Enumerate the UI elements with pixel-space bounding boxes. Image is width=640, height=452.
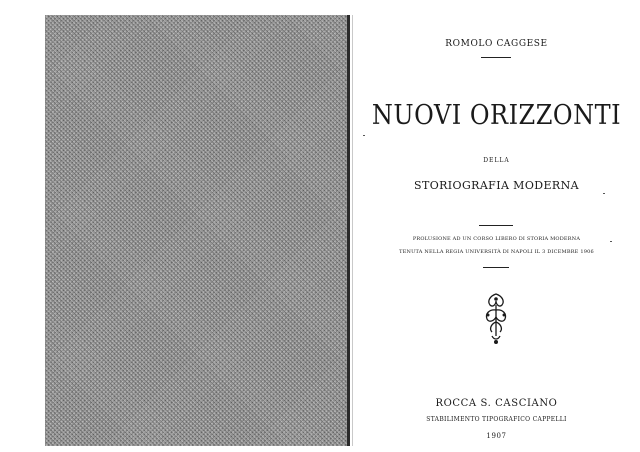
- description-line-1: PROLUSIONE AD UN CORSO LIBERO DI STORIA MODERNA: [412, 236, 581, 242]
- print-speck: [610, 241, 612, 242]
- title-connector: DELLA: [483, 157, 510, 164]
- floral-ornament-icon: [481, 290, 511, 346]
- book-title: NUOVI ORIZZONTI: [371, 99, 622, 131]
- author-name: ROMOLO CAGGESE: [445, 39, 548, 49]
- printer-name: STABILIMENTO TIPOGRAFICO CAPPELLI: [426, 416, 567, 423]
- print-speck: [603, 193, 605, 194]
- publication-year: 1907: [486, 432, 507, 440]
- author-rule: [481, 57, 511, 58]
- book-gutter: [347, 15, 350, 446]
- publisher-city: ROCCA S. CASCIANO: [435, 398, 558, 409]
- left-page-scan: [45, 15, 347, 446]
- description-rule-bottom: [483, 267, 509, 268]
- print-speck: [363, 135, 365, 136]
- description-line-2: TENUTA NELLA REGIA UNIVERSITÀ DI NAPOLI IL 3 DICEMBRE 1906: [399, 249, 594, 255]
- title-page: [353, 15, 640, 446]
- description-rule: [479, 225, 513, 226]
- book-subtitle: STORIOGRAFIA MODERNA: [414, 179, 579, 192]
